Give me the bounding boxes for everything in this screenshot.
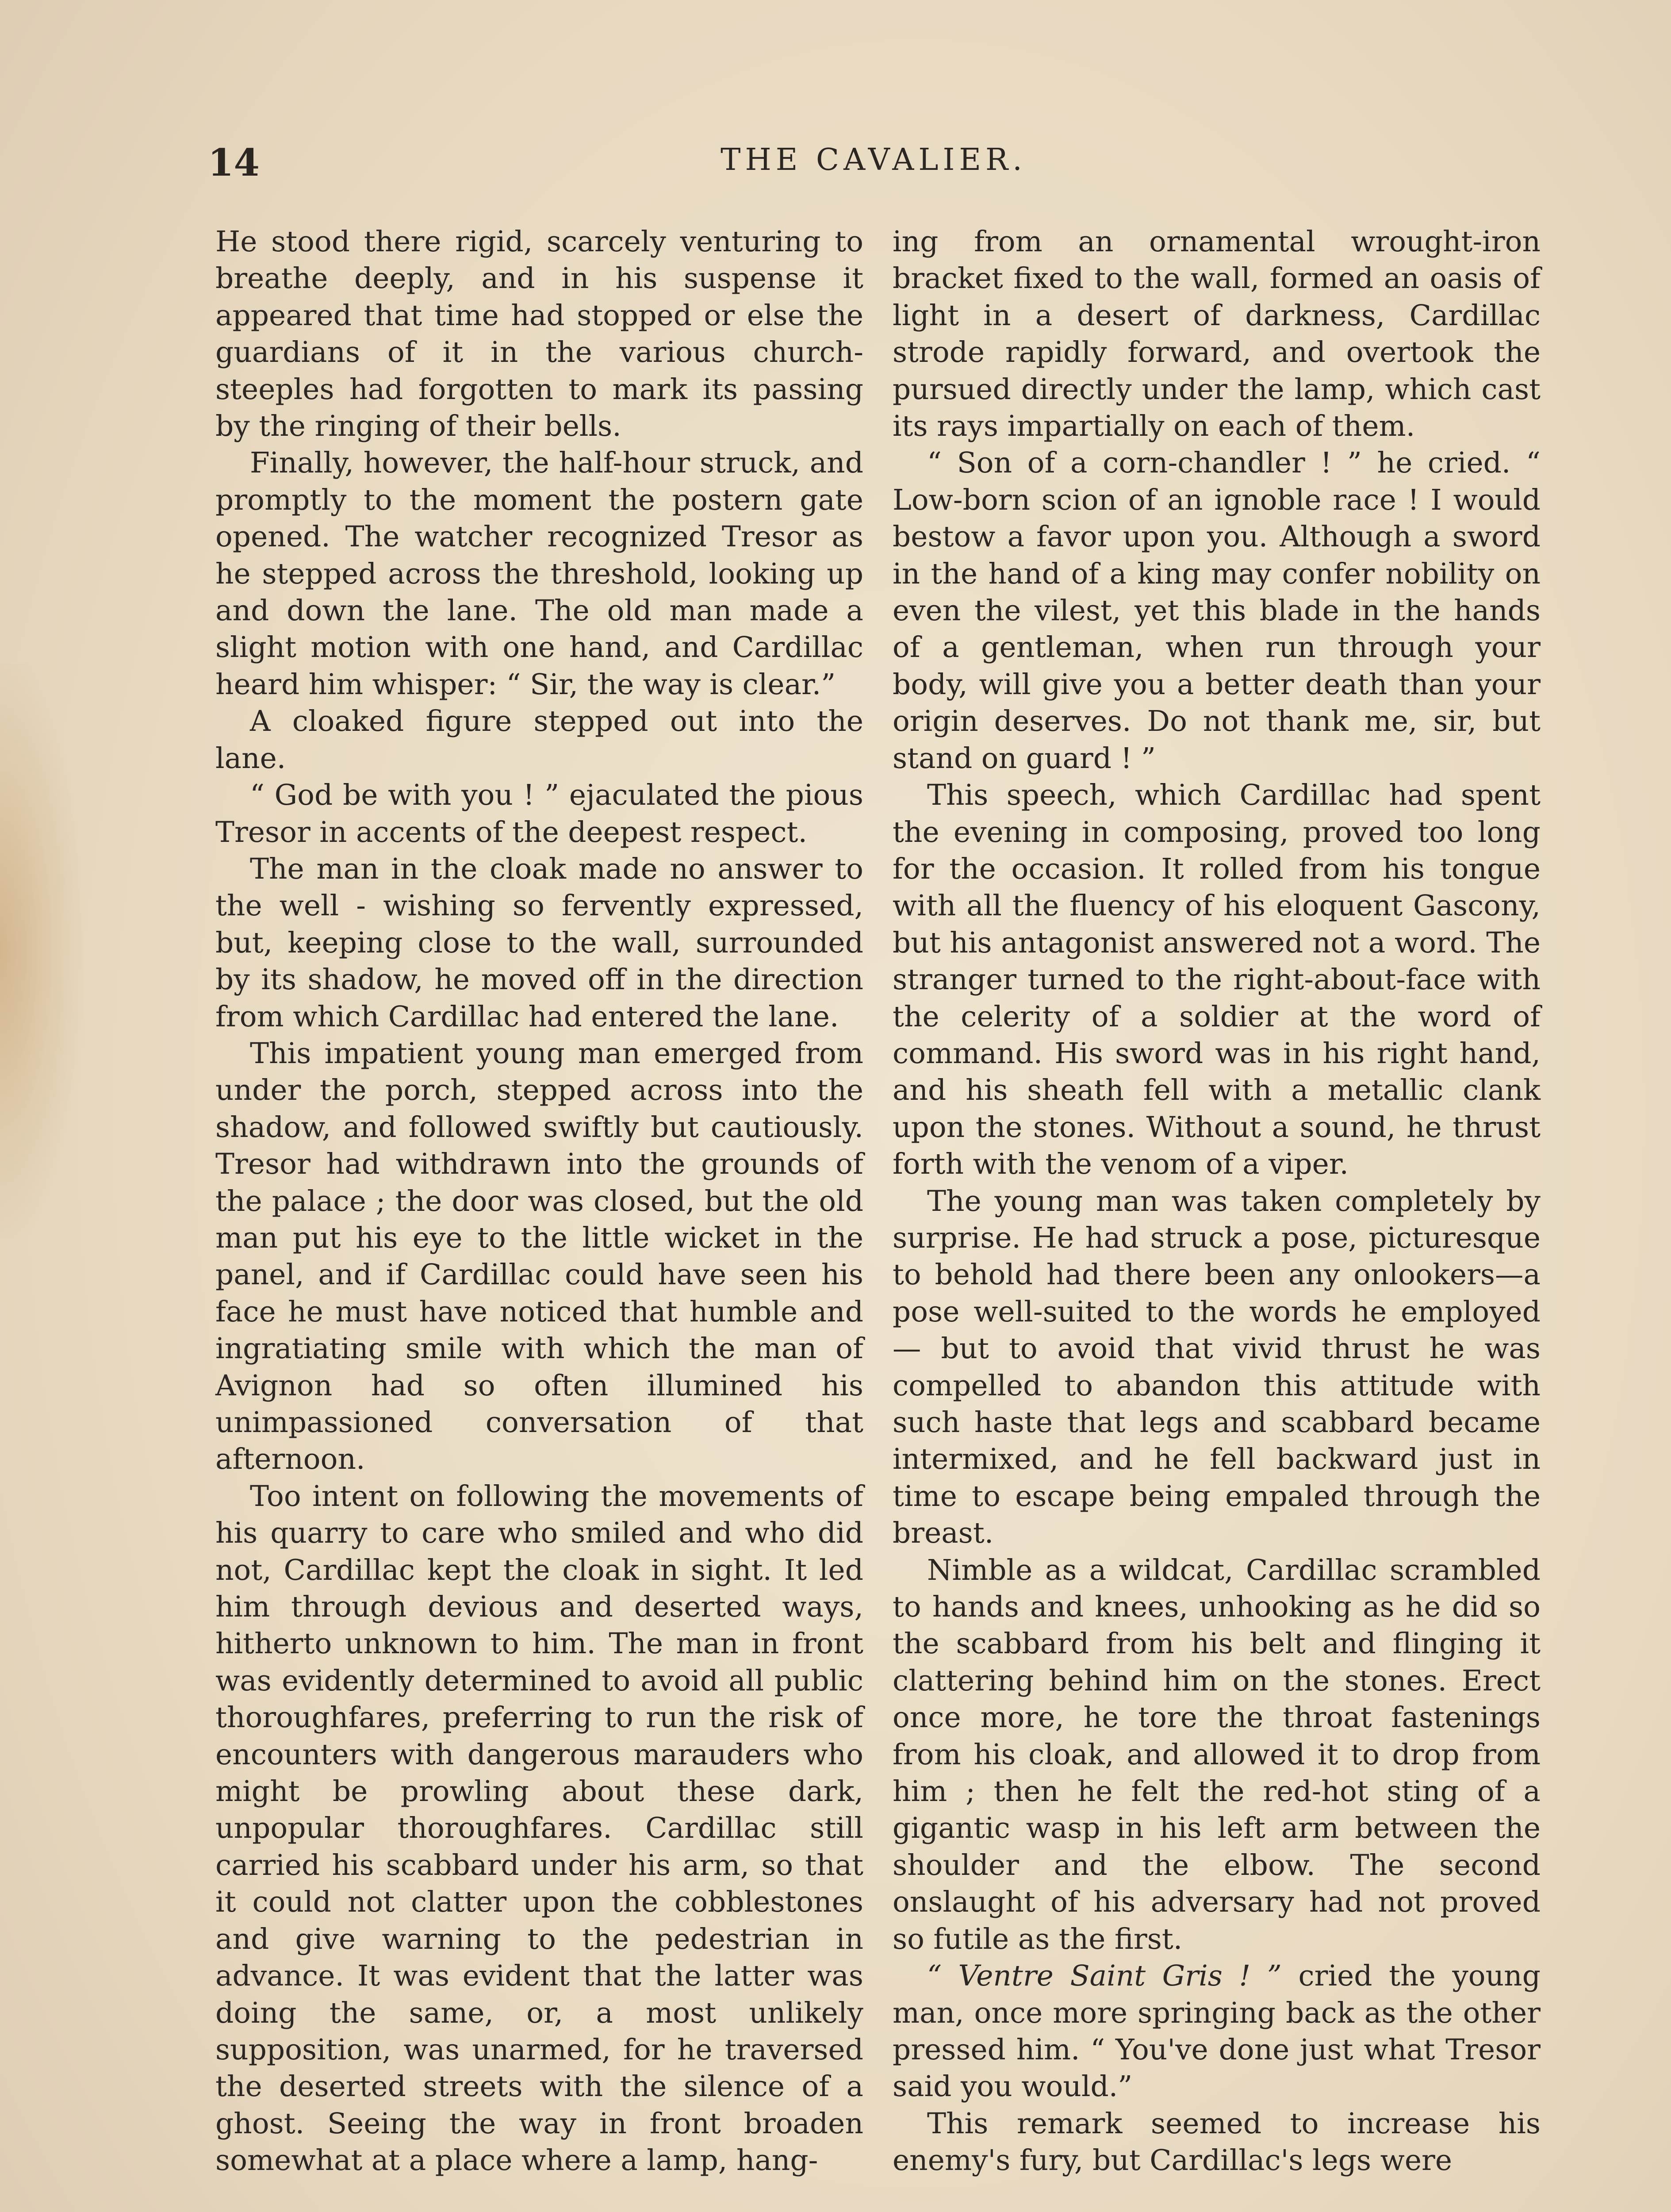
paragraph: Finally, however, the half-hour struck, and promptly to the moment the postern gate opened. The watcher recognized Tresor as he stepped across the threshold, looking up and down the lane. The old man made a slight motion with one hand, and Cardillac heard him whisper: “ Sir, the way is clear.” [215,446,863,701]
paragraph: This impatient young man emerged from under the porch, stepped across into the shadow, and followed swiftly but cautiously. Tresor had withdrawn into the grounds of the palace ; the door was closed, but the old man put his eye to the little wicket in the panel, and if Cardillac could have seen his face he must have noticed that humble and ingratiating smile with which the man of Avignon had so often illumined his unimpassioned conversation of that afternoon. [215,1037,863,1476]
paragraph [893,1958,1541,2105]
paragraph: This remark seemed to increase his enemy's fury, but Cardillac's legs were [893,2107,1541,2177]
right-column [893,223,1541,2179]
paragraph: “ God be with you ! ” ejaculated the pious Tresor in accents of the deepest respect. [215,779,863,849]
paragraph: He stood there rigid, scarcely venturing to breathe deeply, and in his suspense it appeared that time had stopped or else the guardians of it in the various church-steeples had forgotten to mark its passing by the ringing of their bells. [215,225,863,443]
paragraph: “ Son of a corn-chandler ! ” he cried. “ Low-born scion of an ignoble race ! I would bestow a favor upon you. Although a sword in the hand of a king may confer nobility on even the vilest, yet this blade in the hands of a gentleman, when run through your body, will give you a better death than your origin deserves. Do not thank me, sir, but stand on guard ! ” [893,446,1541,775]
paragraph: This speech, which Cardillac had spent the evening in composing, proved too long for the occasion. It rolled from his tongue with all the fluency of his eloquent Gascony, but his antagonist answered not a word. The stranger turned to the right-about-face with the celerity of a soldier at the word of command. His sword was in his right hand, and his sheath fell with a metallic clank upon the stones. Without a sound, he thrust forth with the venom of a viper. [893,779,1541,1181]
italic-exclamation: “ Ventre Saint Gris ! ” [927,1959,1282,1993]
paragraph: The man in the cloak made no answer to the well - wishing so fervently expressed, but, keeping close to the wall, surrounded by its shadow, he moved off in the direction from which Cardillac had entered the lane. [215,852,863,1033]
paragraph: A cloaked figure stepped out into the lane. [215,705,863,775]
paragraph: Nimble as a wildcat, Cardillac scrambled to hands and knees, unhooking as he did so the scabbard from his belt and flinging it clattering behind him on the stones. Erect once more, he tore the throat fastenings from his cloak, and allowed it to drop from him ; then he felt the red-hot sting of a gigantic wasp in his left arm between the shoulder and the elbow. The second onslaught of his adversary had not proved so futile as the first. [893,1553,1541,1956]
page-number: 14 [208,141,260,184]
running-title: THE CAVALIER. [721,142,1027,177]
paper-stain [0,664,84,1239]
paragraph: ing from an ornamental wrought-iron bracket fixed to the wall, formed an oasis of light in a desert of darkness, Cardillac strode rapidly forward, and overtook the pursued directly under the lamp, which cast its rays impartially on each of them. [893,225,1541,443]
paragraph: Too intent on following the movements of his quarry to care who smiled and who did not, Cardillac kept the cloak in sight. It led him through devious and deserted ways, hitherto unknown to him. The man in front was evidently determined to avoid all public thoroughfares, preferring to run the risk of encounters with dangerous marauders who might be prowling about these dark, unpopular thoroughfares. Cardillac still carried his scabbard under his arm, so that it could not clatter upon the cobblestones and give warning to the pedestrian in advance. It was evident that the latter was doing the same, or, a most unlikely supposition, was unarmed, for he traversed the deserted streets with the silence of a ghost. Seeing the way in front broaden somewhat at a place where a lamp, hang- [215,1479,863,2177]
paragraph: The young man was taken completely by surprise. He had struck a pose, picturesque to behold had there been any onlookers—a pose well-suited to the words he employed — but to avoid that vivid thrust he was compelled to abandon this attitude with such haste that legs and scabbard became intermixed, and he fell backward just in time to escape being empaled through the breast. [893,1184,1541,1550]
page-header [208,141,1539,194]
left-column [215,223,863,2179]
paragraph-text: cried the young man, once more springing back as the other pressed him. “ You've done just what Tresor said you would.” [893,1959,1541,2104]
